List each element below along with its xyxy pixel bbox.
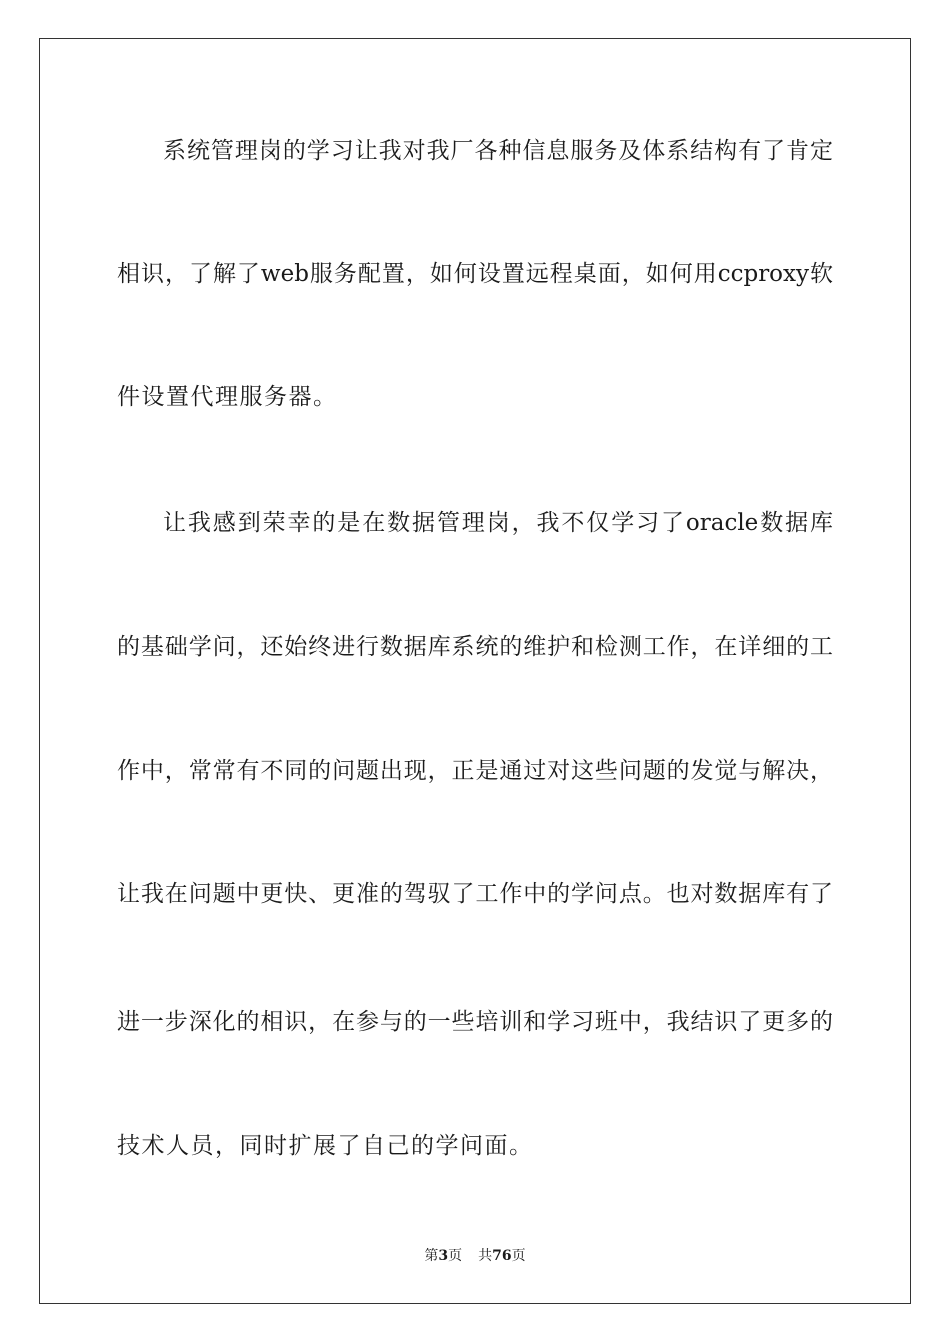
page-footer (0, 1247, 950, 1265)
paragraph-2-line-5: 进一步深化的相识，在参与的一些培训和学习班中，我结识了更多的 (117, 1009, 833, 1035)
paragraph-2-line-2: 的基础学问，还始终进行数据库系统的维护和检测工作，在详细的工 (117, 634, 833, 660)
total-prefix: 共 (478, 1248, 493, 1264)
paragraph-2-line-1: 让我感到荣幸的是在数据管理岗，我不仅学习了oracle数据库 (163, 510, 833, 536)
page-suffix: 页 (448, 1248, 463, 1264)
paragraph-2-line-6: 技术人员，同时扩展了自己的学问面。 (117, 1133, 534, 1159)
page-number: 3 (438, 1248, 449, 1264)
page-prefix: 第 (424, 1248, 439, 1264)
total-suffix: 页 (511, 1248, 526, 1264)
paragraph-1-line-1: 系统管理岗的学习让我对我厂各种信息服务及体系结构有了肯定 (163, 138, 833, 164)
paragraph-2-line-4: 让我在问题中更快、更准的驾驭了工作中的学问点。也对数据库有了 (117, 881, 833, 907)
paragraph-1-line-2: 相识，了解了web服务配置，如何设置远程桌面，如何用ccproxy软 (117, 261, 833, 287)
total-pages: 76 (492, 1248, 512, 1264)
page-frame (39, 38, 911, 1304)
paragraph-1-line-3: 件设置代理服务器。 (117, 384, 338, 410)
paragraph-2-line-3: 作中，常常有不同的问题出现，正是通过对这些问题的发觉与解决， (117, 758, 833, 784)
